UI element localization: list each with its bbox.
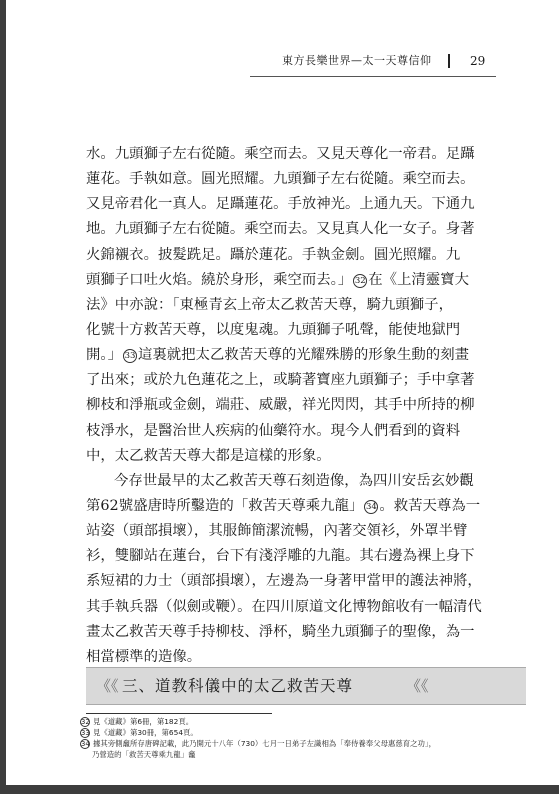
footnote-rule [86,713,272,714]
footnotes [80,716,530,760]
body-line [86,293,526,318]
footnote-reference[interactable]: 34 [365,501,377,512]
footnote-reference[interactable]: 32 [354,275,366,286]
body-line-text: 開。」 [86,347,122,364]
body-line-text: 第62號盛唐時所鑿造的「救苦天尊乘九龍」 [86,497,364,514]
footnote-text: 見《道藏》第30冊，第654頁。 [93,728,198,737]
body-line [86,343,526,368]
body-line-text: 地。九頭獅子左右從隨。乘空而去。又見真人化一女子。身著 [86,221,475,238]
body-line [86,192,526,217]
body-line [86,469,526,494]
body-line [86,142,526,167]
body-line [86,167,526,192]
body-line-text: 其手執兵器（似劍或鞭）。在四川原道文化博物館收有一幅清代 [86,598,482,615]
body-line [86,544,526,569]
body-text [86,142,526,670]
body-line [86,368,526,393]
body-line-text: 頭獅子口吐火焰。繞於身形，乘空而去。」 [86,271,353,288]
body-line-text: 站姿（頭部損壞），其服飾簡潔流暢，內著交領衫，外罩半臂 [86,523,468,540]
ornament-right-icon: 《《 [406,677,429,695]
body-line [86,268,526,293]
body-line-text-continued: 這裏就把太乙救苦天尊的光耀殊勝的形象生動的刻畫 [137,347,469,364]
body-line [86,393,526,418]
page-number: 29 [470,54,486,68]
footnote-number: 34 [81,740,90,748]
body-line [86,318,526,343]
body-line-text-continued: 在《上清靈寶大 [368,271,469,288]
footnote-number: 32 [81,718,90,726]
page-edge-bottom [0,785,559,794]
running-header [250,52,494,70]
body-line-text: 中，太乙救苦天尊大都是這樣的形象。 [86,447,331,464]
body-line [86,620,526,645]
body-line-text: 柳枝和淨瓶或金劍，端莊、威嚴，祥光閃閃，其手中所持的柳 [86,397,475,414]
body-line-text-continued: 。救苦天尊為一 [379,497,481,514]
running-title: 東方長樂世界—太一天尊信仰 [282,54,432,67]
footnote-item [80,716,530,727]
footnote-item [80,727,530,738]
body-line-text: 蓮花。手執如意。圓光照耀。九頭獅子左右從隨。乘空而去。 [86,171,475,188]
body-line [86,444,526,469]
footnote-text: 據其旁側龕所存唐碑記載，此乃開元十八年（730）七月一日弟子左識相為「奉侍養奉父母惠慈育之功」， [93,739,436,748]
body-line [86,494,526,519]
section-title: 三、道教科儀中的太乙救苦天尊 [122,677,354,695]
body-line [86,595,526,620]
body-line-text: 今存世最早的太乙救苦天尊石刻造像，為四川安岳玄妙觀 [114,472,474,489]
footnote-reference[interactable]: 33 [124,351,136,362]
footnote-item [80,749,530,760]
footnote-text: 乃營造的「救苦天尊乘九龍」龕 [92,750,196,759]
page-edge-left [0,0,6,794]
body-line [86,243,526,268]
body-line-text: 水。九頭獅子左右從隨。乘空而去。又見天尊化一帝君。足躡 [86,146,475,162]
ornament-left-icon: 《《 [96,677,119,695]
footnote-number: 33 [81,729,90,737]
body-line [86,217,526,242]
body-line-text: 又見帝君化一真人。足躡蓮花。手放神光。上通九天。下通九 [86,196,475,213]
header-rule [250,76,496,77]
body-line [86,419,526,444]
body-line-text: 系短裙的力士（頭部損壞），左邊為一身著甲當甲的護法神將， [86,573,482,590]
body-line-text: 畫太乙救苦天尊手持柳枝、淨杯，騎坐九頭獅子的聖像，為一 [86,623,475,640]
body-line-text: 枝淨水，是醫治世人疾病的仙藥符水。現今人們看到的資料 [86,422,461,439]
body-line-text: 相當標準的造像。 [86,648,202,665]
body-line-text: 衫，雙腳站在蓮台，台下有淺浮雕的九龍。其右邊為裸上身下 [86,548,475,565]
footnote-item [80,738,530,749]
body-line-text: 法》中亦說：「東極青玄上帝太乙救苦天尊，騎九頭獅子， [86,296,453,313]
body-line-text: 化號十方救苦天尊，以度鬼魂。九頭獅子吼聲，能使地獄門 [86,321,461,338]
body-line [86,519,526,544]
body-line [86,569,526,594]
body-line-text: 火錦襯衣。披髮跣足。躡於蓮花。手執金劍。圓光照耀。九 [86,246,461,263]
header-separator [448,54,450,68]
footnote-text: 見《道藏》第6冊，第182頁。 [93,717,194,726]
body-line-text: 了出來；或於九色蓮花之上，或騎著寶座九頭獅子；手中拿著 [86,372,475,389]
section-heading-box [86,667,526,705]
